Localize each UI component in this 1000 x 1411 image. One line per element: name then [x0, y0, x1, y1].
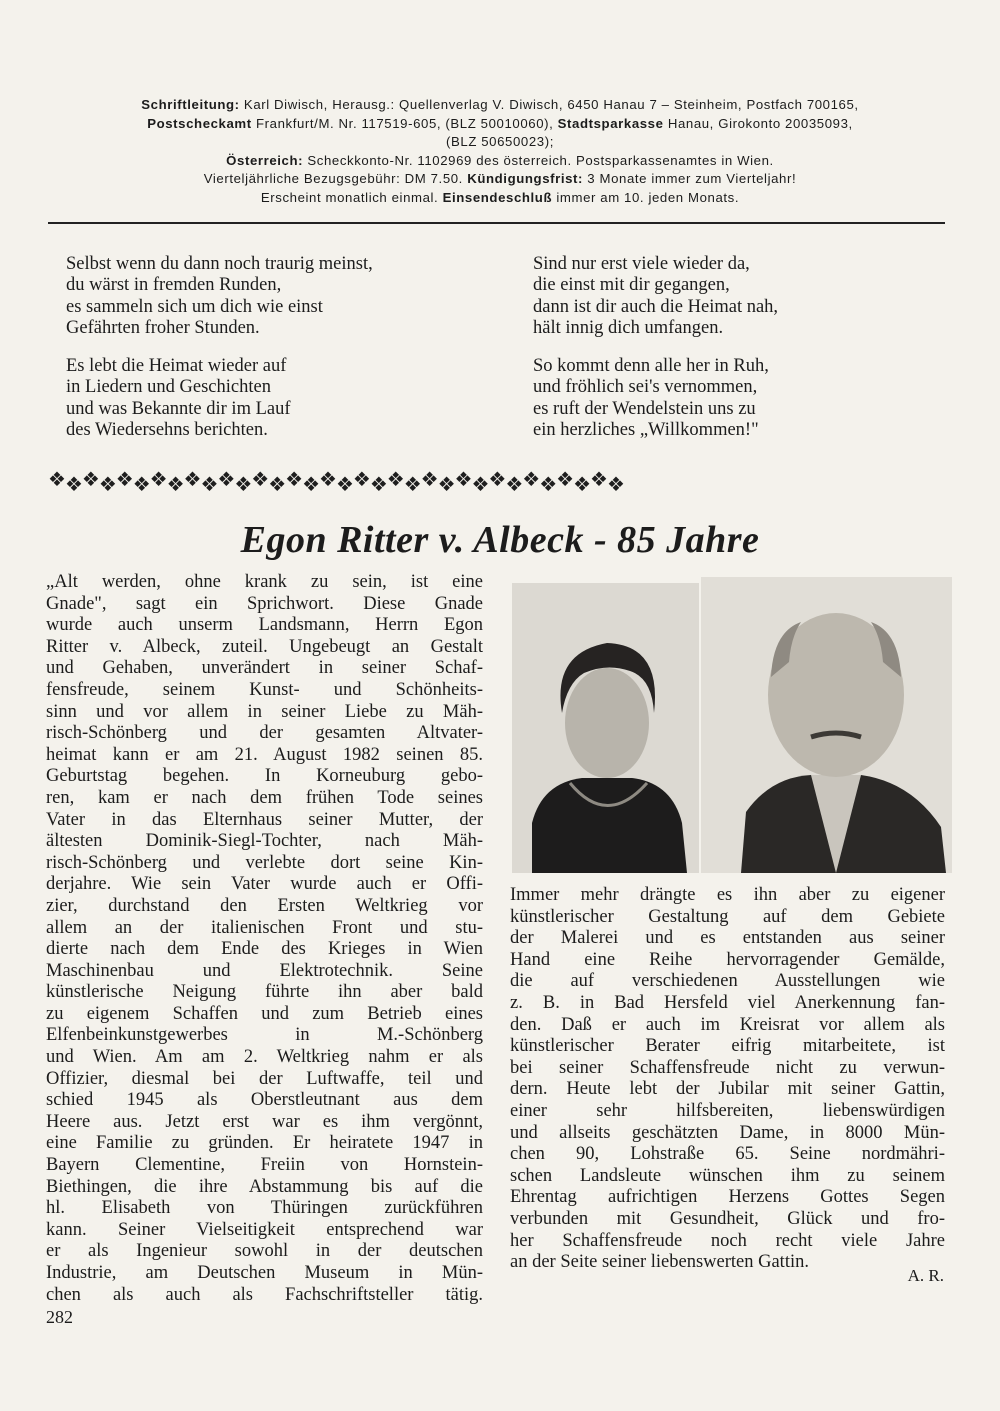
article-text-line: ältesten Dominik-Siegl-Tochter, nach Mäh-: [46, 831, 483, 852]
article-text-line: her Schaffensfreude noch recht viele Jahre: [510, 1230, 945, 1251]
poem-line: des Wiedersehns berichten.: [66, 420, 268, 441]
article-text-line: dern. Heute lebt der Jubilar mit seiner Gattin,: [510, 1079, 945, 1100]
article-text-line: allem an der italienischen Front und stu-: [46, 917, 483, 938]
article-text-line: schen Landsleute wünschen ihm zu seinem: [510, 1165, 945, 1186]
ornament-diamond: ❖: [403, 474, 421, 496]
article-text-line: und Gehaben, unverändert in seiner Schaf-: [46, 658, 483, 679]
masthead-line: (BLZ 50650023);: [446, 134, 554, 149]
ornament-diamond: ❖: [64, 474, 82, 496]
article-text-line: Maschinenbau und Elektrotechnik. Seine: [46, 960, 483, 981]
article-text-line: den. Daß er auch im Kreisrat vor allem als: [510, 1014, 945, 1035]
ornament-diamond: ❖: [420, 469, 438, 491]
article-right-column: [510, 885, 945, 1274]
article-text-line: Ritter v. Albeck, zuteil. Ungebeugt an Gestalt: [46, 636, 483, 657]
article-text-line: Biethingen, die ihre Abstammung bis auf die: [46, 1176, 483, 1197]
ornament-diamond: ❖: [132, 474, 150, 496]
ornament-diamond: ❖: [539, 474, 557, 496]
article-text-line: verbunden mit Gesundheit, Glück und fro-: [510, 1208, 945, 1229]
article-text-line: an der Seite seiner liebenswerten Gattin.: [510, 1252, 809, 1273]
poem-line: Selbst wenn du dann noch traurig meinst,: [66, 254, 373, 274]
ornament-diamond: ❖: [251, 469, 269, 491]
ornament-diamond: ❖: [285, 469, 303, 491]
ornament-diamond: ❖: [115, 469, 133, 491]
ornament-diamond: ❖: [573, 474, 590, 496]
poem-line: die einst mit dir gegangen,: [533, 275, 730, 296]
ornament-diamond: ❖: [386, 469, 404, 491]
ornament-diamond: ❖: [48, 469, 65, 491]
poem-line: und fröhlich sei's vernommen,: [533, 377, 758, 398]
ornament-diamond: ❖: [606, 474, 624, 496]
ornament-diamond: ❖: [268, 474, 286, 496]
article-text-line: hl. Elisabeth von Thüringen zurückführen: [46, 1198, 483, 1219]
poem-stanza: [66, 356, 373, 441]
ornament-diamond: ❖: [335, 474, 353, 496]
poem-line: und was Bekannte dir im Lauf: [66, 398, 291, 419]
article-text-line: Elfenbeinkunstgewerbes in M.-Schönberg: [46, 1025, 483, 1046]
ornament-diamond: ❖: [369, 474, 387, 496]
article-text-line: kann. Seiner Vielseitigkeit entsprechend war: [46, 1219, 483, 1240]
portrait-photo-woman: [512, 583, 699, 873]
masthead-line: Postscheckamt Frankfurt/M. Nr. 117519-605, (BLZ 50010060), Stadtsparkasse Hanau, Girokonto 20035093,: [147, 115, 853, 131]
poem-line: So kommt denn alle her in Ruh,: [533, 356, 769, 377]
ornament-diamond: ❖: [505, 474, 523, 496]
article-text-line: derjahre. Wie sein Vater wurde auch er Offi-: [46, 874, 483, 895]
article-text-line: risch-Schönberg und der gesamten Altvater-: [46, 723, 483, 744]
article-text-line: sinn und vor allem in seiner Liebe zu Mäh-: [46, 701, 483, 722]
masthead-divider: [48, 222, 945, 224]
ornament-diamond: ❖: [217, 469, 235, 491]
article-text-line: fensfreude, seinem Kunst- und Schönheits-: [46, 679, 483, 700]
article-text-line: ren, kam er nach dem frühen Tode seines: [46, 787, 483, 808]
article-text-line: chen als auch als Fachschriftsteller tätig.: [46, 1284, 483, 1305]
ornament-diamond: ❖: [522, 469, 540, 491]
article-text-line: Ehrentag aufrichtigen Herzens Gottes Segen: [510, 1187, 945, 1208]
article-text-line: schied 1945 als Oberstleutnant aus dem: [46, 1090, 483, 1111]
article-text-line: Industrie, am Deutschen Museum in Mün-: [46, 1263, 483, 1283]
article-text-line: künstlerischer Berater eifrig mitarbeitete, ist: [510, 1036, 945, 1057]
article-text-line: wurde auch unserm Landsmann, Herrn Egon: [46, 615, 483, 636]
article-text-line: bei seiner Schaffensfreude nicht zu verwun-: [510, 1057, 945, 1078]
article-text-line: und Wien. Am am 2. Weltkrieg nahm er als: [46, 1047, 483, 1068]
article-text-line: Immer mehr drängte es ihn aber zu eigener: [510, 885, 945, 905]
article-text-line: einer sehr hilfsbereiten, liebenswürdigen: [510, 1100, 945, 1121]
poem-line: Es lebt die Heimat wieder auf: [66, 356, 287, 377]
ornament-diamond: ❖: [556, 469, 574, 491]
ornament-diamond: ❖: [302, 474, 319, 496]
article-text-line: Bayern Clementine, Freiin von Hornstein-: [46, 1155, 483, 1176]
article-text-line: und allseits geschätzten Dame, in 8000 Mün-: [510, 1122, 945, 1143]
ornament-diamond: ❖: [98, 474, 116, 496]
poem-line: in Liedern und Geschichten: [66, 377, 271, 398]
poem-left-column: [66, 254, 373, 458]
article-text-line: z. B. in Bad Hersfeld viel Anerkennung fan-: [510, 992, 945, 1013]
poem-stanza: [66, 254, 373, 339]
article-author: A. R.: [907, 1266, 944, 1285]
masthead-line: Schriftleitung: Karl Diwisch, Herausg.: Quellenverlag V. Diwisch, 6450 Hanau 7 – Steinheim, Postfach 700165,: [141, 97, 859, 112]
ornament-diamond: ❖: [200, 474, 218, 496]
poem-line: dann ist dir auch die Heimat nah,: [533, 296, 779, 317]
poem-line: Sind nur erst viele wieder da,: [533, 254, 750, 274]
article-text-line: künstlerischer Gestaltung auf dem Gebiete: [510, 906, 945, 927]
article-text-line: Vater in das Elternhaus seiner Mutter, der: [46, 809, 483, 830]
poem-line: es sammeln sich um dich wie einst: [66, 296, 323, 317]
ornament-diamond: ❖: [319, 469, 336, 491]
article-text-line: „Alt werden, ohne krank zu sein, ist eine: [46, 572, 483, 592]
page-number: 282: [46, 1307, 73, 1327]
article-text-line: Gnade", sagt ein Sprichwort. Diese Gnade: [46, 593, 483, 614]
article-text-line: er als Ingenieur sowohl in der deutschen: [46, 1241, 483, 1262]
poem-line: hält innig dich umfangen.: [533, 317, 724, 338]
ornament-diamond: ❖: [81, 469, 99, 491]
ornament-diamond: ❖: [183, 469, 201, 491]
ornament-diamond: ❖: [454, 469, 472, 491]
ornament-diamond: ❖: [166, 474, 184, 496]
article-text-line: eine Familie zu gründen. Er heiratete 1947 in: [46, 1133, 483, 1154]
masthead-line: Österreich: Scheckkonto-Nr. 1102969 des österreich. Postsparkassenamtes in Wien.: [226, 152, 774, 168]
poem-stanza: [533, 356, 778, 441]
article-text-line: zu eigenem Schaffen und zum Betrieb eines: [46, 1003, 483, 1024]
ornament-diamond: ❖: [488, 469, 506, 491]
article-text-line: dierte nach dem Ende des Krieges in Wien: [46, 939, 483, 960]
article-text-line: heimat kann er am 21. August 1982 seinen 85.: [46, 744, 483, 765]
article-text-line: Geburtstag begehen. In Korneuburg gebo-: [46, 766, 483, 787]
ornament-diamond: ❖: [590, 469, 607, 491]
article-text-line: künstlerische Neigung führte ihn aber bald: [46, 982, 483, 1003]
poem-line: du wärst in fremden Runden,: [66, 275, 282, 296]
article-text-line: Offizier, diesmal bei der Luftwaffe, teil und: [46, 1068, 483, 1089]
article-text-line: Hand eine Reihe hervorragender Gemälde,: [510, 949, 945, 970]
ornament-border: [48, 463, 948, 497]
article-text-line: die auf verschiedenen Ausstellungen wie: [510, 971, 945, 992]
poem-line: ein herzliches „Willkommen!": [533, 420, 759, 441]
portrait-photo-man: [701, 577, 952, 873]
poem-stanza: [533, 254, 778, 339]
article-left-column: [46, 572, 483, 1306]
masthead: [45, 96, 955, 207]
ornament-diamond: ❖: [471, 474, 489, 496]
masthead-line: Vierteljährliche Bezugsgebühr: DM 7.50. Kündigungsfrist: 3 Monate immer zum Vierteljahr!: [203, 171, 797, 186]
article-text-line: Heere aus. Jetzt erst war es ihm vergönnt,: [46, 1111, 483, 1132]
article-text-line: zier, durchstand den Ersten Weltkrieg vor: [46, 895, 483, 916]
poem-right-column: [533, 254, 778, 458]
article-text-line: chen 90, Lohstraße 65. Seine nordmähri-: [510, 1144, 945, 1165]
poem-line: es ruft der Wendelstein uns zu: [533, 398, 756, 419]
masthead-line: Erscheint monatlich einmal. Einsendeschluß immer am 10. jeden Monats.: [260, 189, 740, 205]
ornament-diamond: ❖: [352, 469, 370, 491]
article-headline: Egon Ritter v. Albeck - 85 Jahre: [240, 519, 760, 561]
ornament-diamond: ❖: [437, 474, 455, 496]
article-text-line: der Malerei und es entstanden aus seiner: [510, 928, 945, 949]
ornament-diamond: ❖: [149, 469, 167, 491]
ornament-diamond: ❖: [234, 474, 252, 496]
article-text-line: risch-Schönberg und verlebte dort seine Kin-: [46, 852, 483, 873]
poem-line: Gefährten froher Stunden.: [66, 317, 260, 338]
